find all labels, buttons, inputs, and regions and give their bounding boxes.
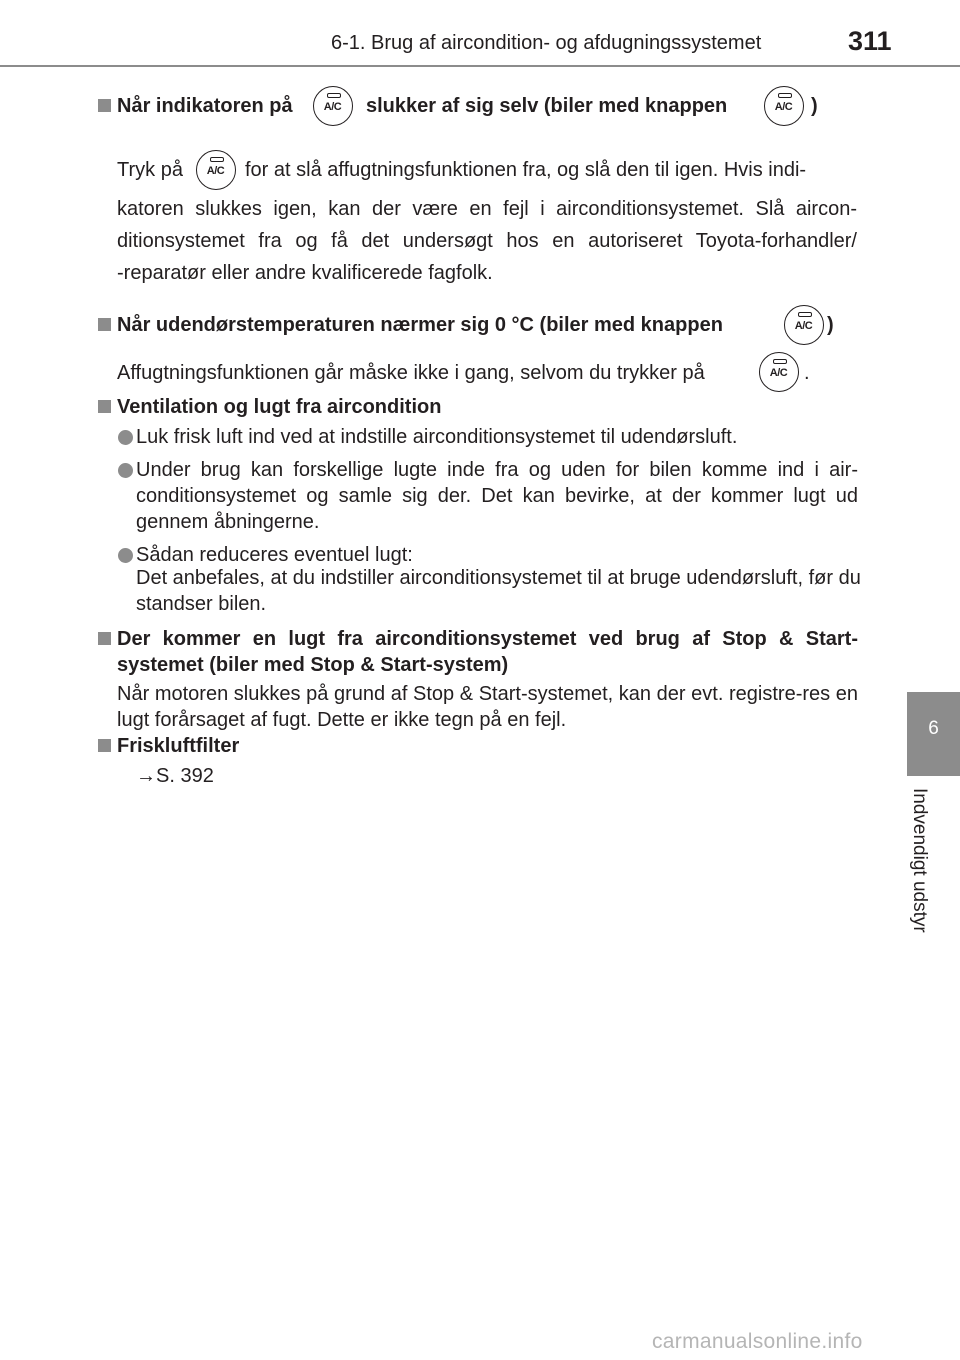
s3-bullet-1: Luk frisk luft ind ved at indstille airconditionsystemet til udendørsluft. (136, 426, 738, 448)
ac-button-icon: A/C (764, 86, 804, 126)
section-title: 6-1. Brug af aircondition- og afdugningssystemet (331, 32, 762, 54)
bullet-dot (118, 430, 133, 445)
s1-heading-a: Når indikatoren på (117, 95, 293, 117)
chapter-title: Indvendigt udstyr (909, 788, 930, 933)
s5-page-ref-link[interactable]: →S. 392 (136, 765, 214, 787)
ac-button-icon: A/C (759, 352, 799, 392)
s3-bullet-2: Under brug kan forskellige lugte inde fra og uden for bilen komme ind i air-conditionsystemet og samle sig der. Det kan bevirke, at der kommer lugt ud gennem åbningerne. (136, 459, 858, 533)
chapter-tab[interactable] (907, 692, 960, 776)
s3-bullet-3-body: Det anbefales, at du indstiller airconditionsystemet til at bruge udendørsluft, før du standser bilen. (136, 567, 861, 615)
ac-button-icon: A/C (313, 86, 353, 126)
s2-heading-a: Når udendørstemperaturen nærmer sig 0 °C (biler med knappen (117, 314, 723, 336)
s2-heading-b: ) (827, 314, 834, 336)
watermark: carmanualsonline.info (652, 1330, 863, 1353)
ac-button-icon: A/C (196, 150, 236, 190)
header-divider (0, 65, 960, 67)
bullet-dot (118, 463, 133, 478)
s4-heading: Der kommer en lugt fra airconditionsystemet ved brug af Stop & Start-systemet (biler med Stop & Start-system) (117, 628, 858, 676)
s2-body-a: Affugtningsfunktionen går måske ikke i gang, selvom du trykker på (117, 362, 705, 384)
section-marker (98, 99, 111, 112)
section-marker (98, 632, 111, 645)
s1-heading-b: slukker af sig selv (biler med knappen (366, 95, 728, 117)
s1-line3: ditionsystemet fra og få det undersøgt hos en autoriseret Toyota-forhandler/ (117, 230, 857, 252)
s3-heading: Ventilation og lugt fra aircondition (117, 396, 442, 418)
chapter-number: 6 (928, 718, 939, 739)
page-number: 311 (848, 26, 892, 56)
section-marker (98, 400, 111, 413)
s2-body-b: . (804, 362, 810, 384)
s1-line4: -reparatør eller andre kvalificerede fagfolk. (117, 262, 493, 284)
s1-line1-b: for at slå affugtningsfunktionen fra, og slå den til igen. Hvis indi- (245, 159, 807, 181)
ac-button-icon: A/C (784, 305, 824, 345)
bullet-dot (118, 548, 133, 563)
s5-heading: Friskluftfilter (117, 735, 240, 757)
s3-bullet-3: Sådan reduceres eventuel lugt: (136, 544, 413, 566)
section-marker (98, 318, 111, 331)
section-marker (98, 739, 111, 752)
s1-heading-c: ) (811, 95, 818, 117)
s1-line1-a: Tryk på (117, 159, 183, 181)
s1-line2: katoren slukkes igen, kan der være en fejl i airconditionsystemet. Slå aircon- (117, 198, 857, 220)
s4-body: Når motoren slukkes på grund af Stop & Start-systemet, kan der evt. registre-res en lugt forårsaget af fugt. Dette er ikke tegn på en fejl. (117, 683, 858, 731)
